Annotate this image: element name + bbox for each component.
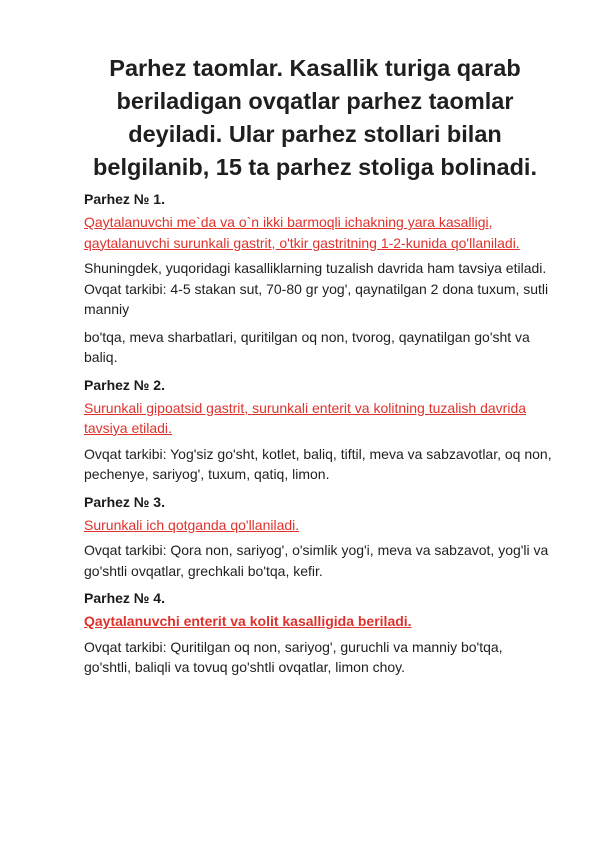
diet-section-4 bbox=[84, 588, 552, 678]
paragraph: Ovqat tarkibi: Quritilgan oq non, sariyog', guruchli va manniy bo'tqa, go'shtli, baliqli va tovuq go'shtli ovqatlar, limon choy. bbox=[84, 638, 503, 675]
paragraph: Ovqat tarkibi: Qora non, sariyog', o'simlik yog'i, meva va sabzavot, yog'li va go'shtli ovqatlar, grechkali bo'tqa, kefir. bbox=[84, 542, 549, 579]
section-heading: Parhez № 3. bbox=[84, 493, 165, 510]
paragraph: bo'tqa, meva sharbatlari, quritilgan oq non, tvorog, qaynatilgan go'sht va baliq. bbox=[84, 328, 530, 365]
indication-note: Qaytalanuvchi enterit va kolit kasalligida beriladi. bbox=[84, 613, 412, 629]
diet-section-1 bbox=[84, 189, 552, 368]
paragraph: Ovqat tarkibi: Yog'siz go'sht, kotlet, baliq, tiftil, meva va sabzavotlar, oq non, pechenye, sariyog', tuxum, qatiq, limon. bbox=[84, 445, 552, 482]
paragraph: Shuningdek, yuqoridagi kasalliklarning tuzalish davrida ham tavsiya etiladi. Ovqat tarkibi: 4-5 stakan sut, 70-80 gr yog', qaynatilgan 2 dona tuxum, sutli manniy bbox=[84, 260, 549, 317]
indication-note: Surunkali ich qotganda qo'llaniladi. bbox=[84, 516, 300, 533]
indication-note: Surunkali gipoatsid gastrit, surunkali enterit va kolitning tuzalish davrida tavsiya etiladi. bbox=[84, 399, 527, 436]
section-heading: Parhez № 4. bbox=[84, 590, 165, 606]
diet-section-2 bbox=[84, 375, 552, 485]
section-heading: Parhez № 1. bbox=[84, 191, 165, 207]
section-heading: Parhez № 2. bbox=[84, 376, 165, 393]
diet-section-3 bbox=[84, 492, 552, 582]
page-title: Parhez taomlar. Kasallik turiga qarab beriladigan ovqatlar parhez taomlar deyiladi. Ular parhez stollari bilan belgilanib, 15 ta parhez stoliga bolinadi. bbox=[93, 55, 537, 180]
indication-note: Qaytalanuvchi me`da va o`n ikki barmoqli ichakning yara kasalligi, qaytalanuvchi surunkali gastrit, o'tkir gastritning 1-2-kunida qo'llaniladi. bbox=[84, 214, 520, 251]
